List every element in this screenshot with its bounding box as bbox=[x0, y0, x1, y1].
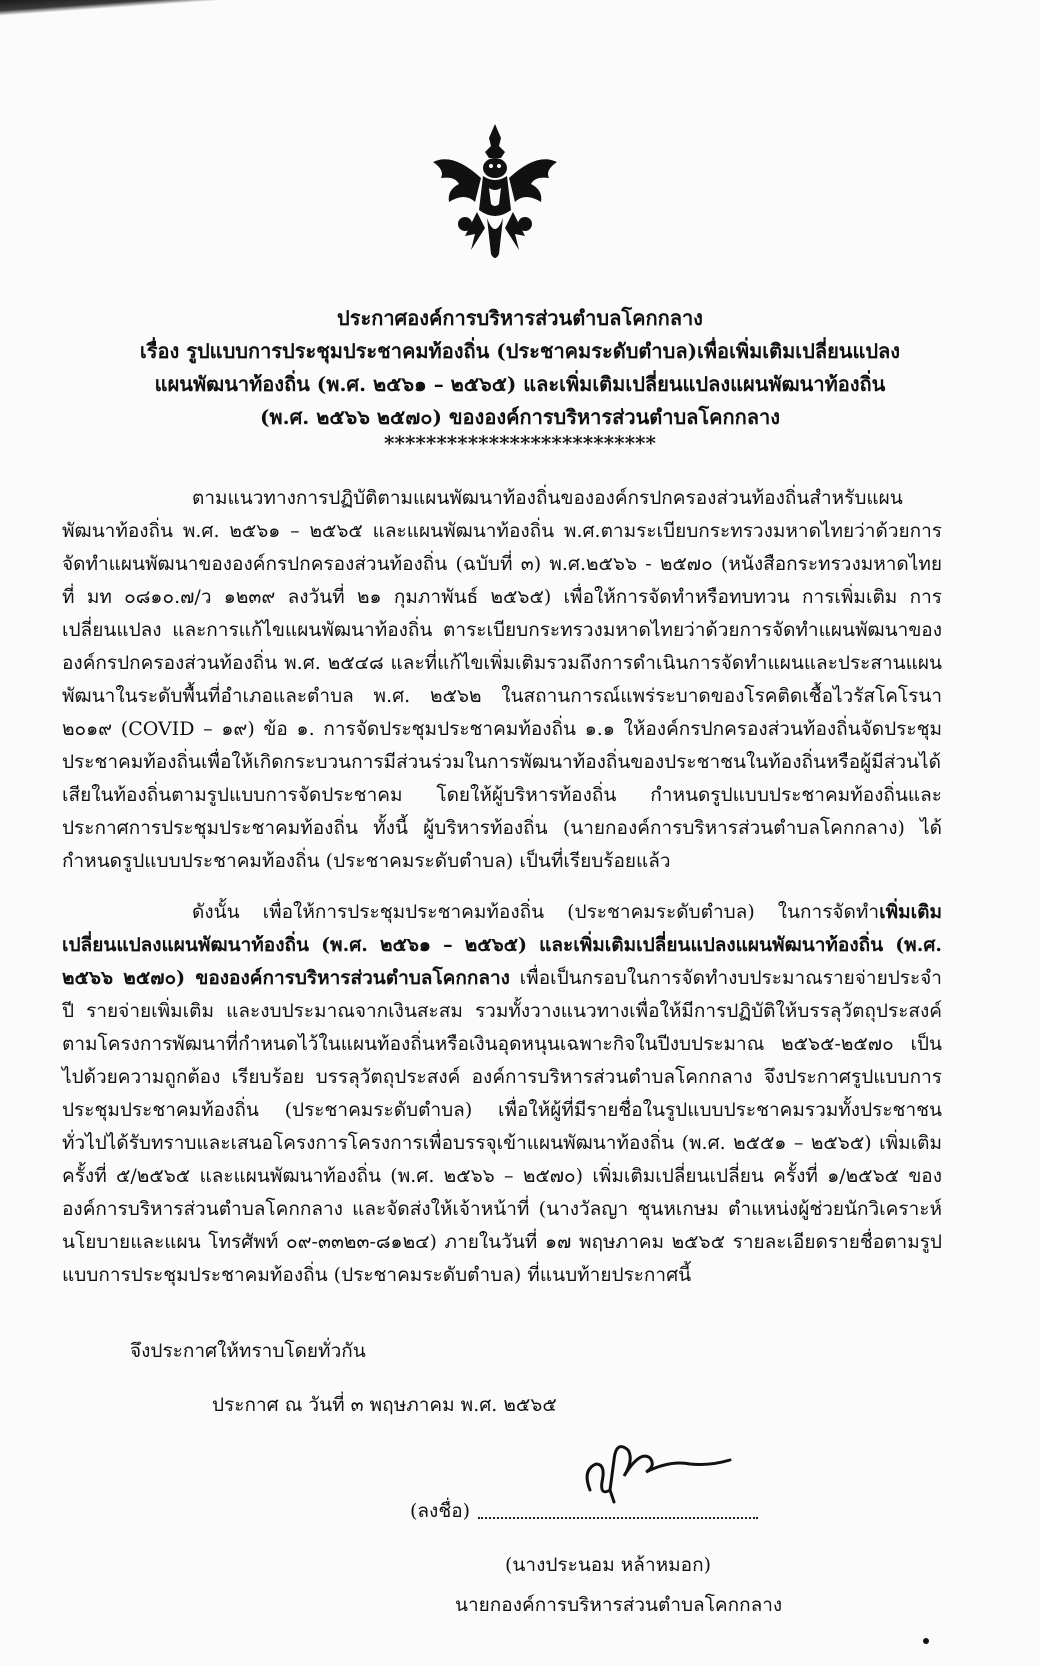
separator-stars: ************************** bbox=[384, 431, 656, 455]
signer-title: นายกองค์การบริหารส่วนตำบลโคกกลาง bbox=[455, 1594, 783, 1616]
signature-label: (ลงชื่อ) bbox=[410, 1500, 471, 1522]
subject-line-3: (พ.ศ. ๒๕๖๖ ๒๕๗๐) ขององค์การบริหารส่วนตำบลโคกกลาง bbox=[259, 405, 781, 429]
signer-name: (นางประนอม หล้าหมอก) bbox=[505, 1554, 711, 1576]
paragraph-2 bbox=[62, 896, 942, 1292]
scan-shadow bbox=[0, 0, 360, 150]
announcement-date: ประกาศ ณ วันที่ ๓ พฤษภาคม พ.ศ. ๒๕๖๕ bbox=[212, 1394, 557, 1416]
signature-dotted-line bbox=[478, 1517, 758, 1519]
paragraph-2-bold: เพิ่มเติมเปลี่ยนแปลงแผนพัฒนาท้องถิ่น (พ.ศ. ๒๕๖๑ – ๒๕๖๕) และเพิ่มเติมเปลี่ยนแปลงแผนพัฒนาท้องถิ่น (พ.ศ. ๒๕๖๖ ๒๕๗๐) ขององค์การบริหารส่วนตำบลโคกกลาง bbox=[62, 901, 942, 989]
announcement-header bbox=[100, 302, 940, 455]
issuer-title: ประกาศองค์การบริหารส่วนตำบลโคกกลาง bbox=[337, 306, 703, 330]
closing-statement: จึงประกาศให้ทราบโดยทั่วกัน bbox=[130, 1340, 366, 1362]
subject-line-2: แผนพัฒนาท้องถิ่น (พ.ศ. ๒๕๖๑ – ๒๕๖๕) และเพิ่มเติมเปลี่ยนแปลงแผนพัฒนาท้องถิ่น bbox=[154, 372, 886, 396]
paragraph-2-end: เพื่อเป็นกรอบในการจัดทำงบประมาณรายจ่ายประจำปี รายจ่ายเพิ่มเติม และงบประมาณจากเงินสะสม รวมทั้งวางแนวทางเพื่อให้มีการปฏิบัติให้บรรลุวัตถุประสงค์ตามโครงการพัฒนาที่กำหนดไว้ในแผนท้องถิ่นหรือเงินอุดหนุนเฉพาะกิจในปีงบประมาณ ๒๕๖๕-๒๕๗๐ เป็นไปด้วยความถูกต้อง เรียบร้อย บรรลุวัตถุประสงค์ องค์การบริหารส่วนตำบลโคกกลาง จึงประกาศรูปแบบการประชุมประชาคมท้องถิ่น (ประชาคมระดับตำบล) เพื่อให้ผู้ที่มีรายชื่อในรูปแบบประชาคมรวมทั้งประชาชนทั่วไปได้รับทราบและเสนอโครงการโครงการเพื่อบรรจุเข้าแผนพัฒนาท้องถิ่น (พ.ศ. ๒๕๕๑ – ๒๕๖๕) เพิ่มเติม ครั้งที่ ๕/๒๕๖๕ และแผนพัฒนาท้องถิ่น (พ.ศ. ๒๕๖๖ – ๒๕๗๐) เพิ่มเติมเปลี่ยนเปลี่ยน ครั้งที่ ๑/๒๕๖๕ ขององค์การบริหารส่วนตำบลโคกกลาง และจัดส่งให้เจ้าหน้าที่ (นางวัลญา ชุนหเกษม ตำแหน่งผู้ช่วยนักวิเคราะห์นโยบายและแผน โทรศัพท์ ๐๙-๓๓๒๓-๘๑๒๔) ภายในวันที่ ๑๗ พฤษภาคม ๒๕๖๕ รายละเอียดรายชื่อตามรูปแบบการประชุมประชาคมท้องถิ่น (ประชาคมระดับตำบล) ที่แนบท้ายประกาศนี้ bbox=[62, 967, 942, 1286]
paragraph-1: ตามแนวทางการปฏิบัติตามแผนพัฒนาท้องถิ่นขององค์กรปกครองส่วนท้องถิ่นสำหรับแผนพัฒนาท้องถิ่น พ.ศ. ๒๕๖๑ – ๒๕๖๕ และแผนพัฒนาท้องถิ่น พ.ศ.ตามระเบียบกระทรวงมหาดไทยว่าด้วยการจัดทำแผนพัฒนาขององค์กรปกครองส่วนท้องถิ่น (ฉบับที่ ๓) พ.ศ.๒๕๖๖ - ๒๕๗๐ (หนังสือกระทรวงมหาดไทย ที่ มท ๐๘๑๐.๗/ว ๑๒๓๙ ลงวันที่ ๒๑ กุมภาพันธ์ ๒๕๖๕) เพื่อให้การจัดทำหรือทบทวน การเพิ่มเติม การเปลี่ยนแปลง และการแก้ไขแผนพัฒนาท้องถิ่น ตาระเบียบกระทรวงมหาดไทยว่าด้วยการจัดทำแผนพัฒนาขององค์กรปกครองส่วนท้องถิ่น พ.ศ. ๒๕๔๘ และที่แก้ไขเพิ่มเติมรวมถึงการดำเนินการจัดทำแผนและประสานแผนพัฒนาในระดับพื้นที่อำเภอและตำบล พ.ศ. ๒๕๖๒ ในสถานการณ์แพร่ระบาดของโรคติดเชื้อไวรัสโคโรนา ๒๐๑๙ (COVID – ๑๙) ข้อ ๑. การจัดประชุมประชาคมท้องถิ่น ๑.๑ ให้องค์กรปกครองส่วนท้องถิ่นจัดประชุมประชาคมท้องถิ่นเพื่อให้เกิดกระบวนการมีส่วนร่วมในการพัฒนาท้องถิ่นของประชาชนในท้องถิ่นหรือผู้มีส่วนได้เสียในท้องถิ่นตามรูปแบบการจัดประชาคม โดยให้ผู้บริหารท้องถิ่น กำหนดรูปแบบประชาคมท้องถิ่นและประกาศการประชุมประชาคมท้องถิ่น ทั้งนี้ ผู้บริหารท้องถิ่น (นายกองค์การบริหารส่วนตำบลโคกกลาง) ได้กำหนดรูปแบบประชาคมท้องถิ่น (ประชาคมระดับตำบล) เป็นที่เรียบร้อยแล้ว bbox=[62, 487, 942, 872]
subject-line-1: เรื่อง รูปแบบการประชุมประชาคมท้องถิ่น (ประชาคมระดับตำบล)เพื่อเพิ่มเติมเปลี่ยนแปลง bbox=[139, 339, 901, 363]
paragraph-2-start: ดังนั้น เพื่อให้การประชุมประชาคมท้องถิ่น (ประชาคมระดับตำบล) ในการจัดทำ bbox=[192, 901, 880, 923]
announcement-body bbox=[62, 482, 942, 1292]
stray-ink-dot bbox=[923, 1638, 929, 1644]
signature-line bbox=[410, 1496, 758, 1526]
garuda-emblem-icon bbox=[425, 118, 565, 268]
